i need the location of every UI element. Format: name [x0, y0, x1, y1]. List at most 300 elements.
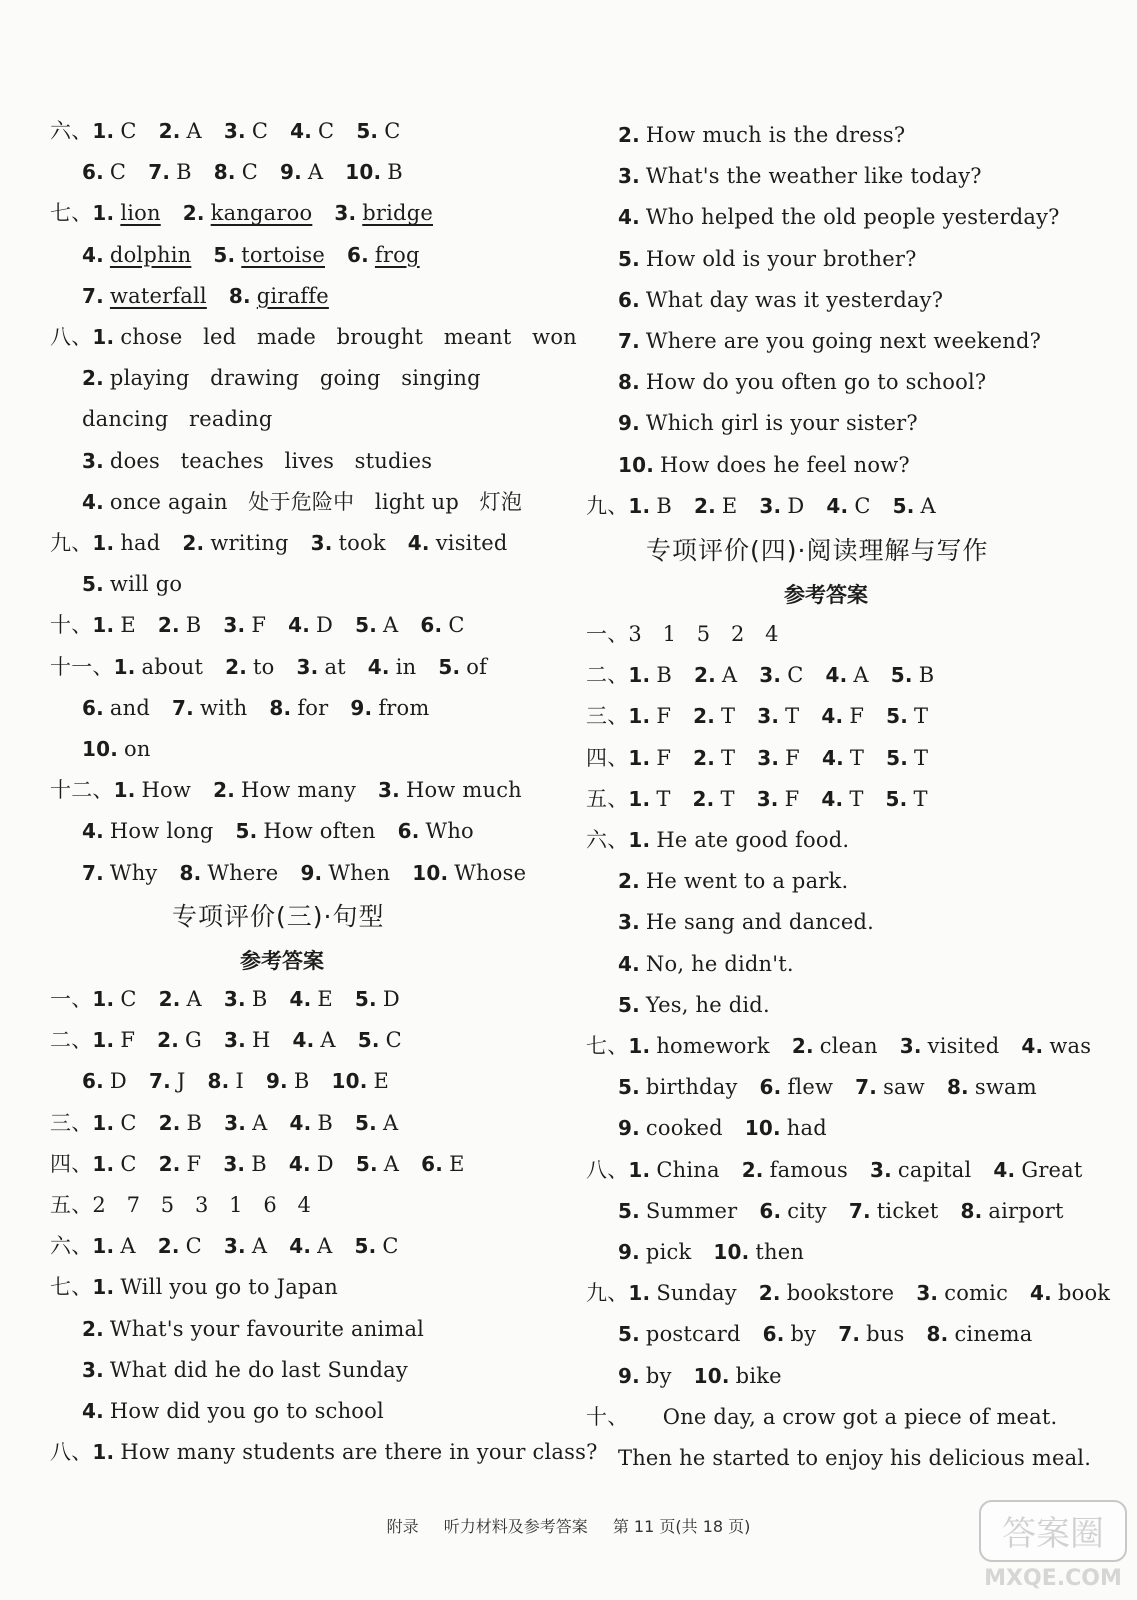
item-number: 7. — [148, 1069, 171, 1094]
answer-text: Where are you going next weekend? — [645, 329, 1042, 353]
answer-text: What's the weather like today? — [645, 164, 982, 189]
item-number: 1. — [628, 493, 651, 518]
answer-item — [358, 1025, 402, 1055]
answer-item — [82, 1355, 408, 1385]
answer-text: Great — [1021, 1157, 1083, 1182]
item-number: 1. — [628, 1157, 651, 1182]
answer-item — [148, 157, 192, 187]
answer-line — [586, 326, 1063, 356]
item-number: 7. — [148, 160, 171, 185]
answer-line — [50, 363, 503, 393]
question-number: 六、 — [50, 1234, 93, 1259]
answer-text: C — [120, 987, 137, 1011]
answer-line — [50, 984, 422, 1014]
answer-text: for — [297, 695, 329, 720]
answer-text: writing — [210, 531, 289, 555]
answer-item — [849, 1196, 939, 1226]
question-number: 二、 — [586, 663, 629, 688]
answer-text: book — [1057, 1281, 1111, 1306]
answer-item — [82, 487, 522, 517]
answer-line — [586, 491, 958, 521]
answer-item — [355, 984, 400, 1014]
item-number: 2. — [158, 987, 181, 1011]
answer-item — [618, 326, 1041, 356]
item-number: 9. — [265, 1069, 288, 1094]
answer-item — [82, 693, 150, 723]
answer-item — [288, 610, 333, 640]
item-number: 8. — [207, 1069, 230, 1094]
item-number: 2. — [791, 1034, 814, 1058]
answer-item — [82, 816, 213, 846]
answer-item — [280, 157, 323, 187]
item-number: 3. — [916, 1281, 939, 1306]
answer-item — [82, 240, 191, 270]
answer-item — [92, 116, 136, 146]
answer-item — [289, 1149, 334, 1179]
item-number: 5. — [618, 1198, 640, 1223]
item-number: 8. — [618, 370, 640, 395]
answer-item — [759, 1278, 895, 1308]
item-number: 3. — [756, 786, 779, 811]
answer-text: dancing reading — [82, 407, 273, 432]
answer-text: E — [120, 613, 136, 638]
answer-text: bookstore — [786, 1281, 895, 1306]
item-number: 4. — [618, 205, 640, 230]
answer-text: 3 1 5 2 4 — [628, 622, 779, 646]
answer-item — [618, 907, 874, 937]
item-number: 3. — [757, 704, 780, 729]
answer-text: on — [124, 737, 151, 761]
item-number: 9. — [618, 1240, 640, 1264]
item-number: 1. — [628, 1281, 651, 1306]
item-number: 4. — [82, 1399, 104, 1423]
answer-line — [586, 825, 871, 855]
answer-item — [213, 775, 356, 805]
item-number: 7. — [855, 1075, 878, 1100]
answer-item — [618, 367, 986, 397]
item-number: 5. — [438, 654, 461, 679]
answer-item — [825, 660, 868, 690]
answer-text: A — [186, 119, 202, 143]
answer-item — [159, 1108, 203, 1138]
item-number: 8. — [960, 1198, 983, 1223]
answer-text: One day, a crow got a piece of meat. — [628, 1404, 1058, 1429]
answer-line — [586, 907, 896, 937]
answer-item — [742, 1155, 848, 1185]
item-number: 3. — [223, 119, 246, 143]
question-number: 十、 — [50, 613, 93, 638]
answer-line — [586, 450, 932, 480]
answer-text: C — [448, 613, 465, 638]
answer-text: C — [318, 119, 335, 143]
item-number: 5. — [354, 1234, 377, 1259]
answer-item — [822, 743, 864, 773]
item-number: 4. — [821, 704, 844, 729]
answer-text: E — [721, 493, 738, 518]
answer-text: B — [656, 493, 672, 518]
answer-text: clean — [819, 1034, 878, 1058]
question-number: 十一、 — [50, 654, 114, 679]
answer-item — [745, 1113, 827, 1143]
question-number: 八、 — [50, 325, 93, 349]
answer-text: B — [918, 663, 935, 688]
answer-text: B — [185, 613, 202, 638]
answer-line — [50, 528, 530, 558]
item-number: 5. — [618, 246, 640, 271]
answer-item — [927, 1319, 1033, 1349]
answer-item — [355, 610, 398, 640]
answer-text: airport — [988, 1198, 1064, 1223]
answer-text: at — [324, 654, 346, 679]
answer-line — [50, 281, 351, 311]
answer-item — [618, 120, 905, 150]
item-number: 9. — [618, 1363, 640, 1388]
answer-text: with — [199, 695, 248, 720]
answer-text: about — [141, 654, 204, 679]
answer-line — [586, 743, 950, 773]
answer-text: China — [656, 1157, 720, 1182]
item-number: 1. — [628, 745, 651, 770]
section-subtitle: 参考答案 — [240, 949, 324, 973]
answer-item — [693, 743, 735, 773]
answer-item — [886, 701, 928, 731]
answer-item — [266, 1066, 310, 1096]
answer-item — [289, 1108, 333, 1138]
answer-item — [224, 984, 268, 1014]
watermark-bottom-text: MXQE.COM — [984, 1566, 1122, 1591]
answer-text: T — [914, 745, 929, 770]
answer-text: A — [320, 1028, 336, 1053]
answer-text: F — [120, 1028, 136, 1053]
answer-text: C — [120, 1151, 137, 1176]
answer-text: tortoise — [241, 242, 325, 267]
answer-item — [356, 116, 400, 146]
answer-item — [947, 1072, 1037, 1102]
item-number: 5. — [618, 1075, 640, 1100]
answer-text: famous — [769, 1157, 848, 1182]
answer-text: B — [176, 160, 192, 185]
answer-item — [763, 1319, 817, 1349]
answer-text: C — [109, 160, 127, 185]
item-number: 1. — [92, 531, 115, 555]
item-number: 4. — [82, 242, 104, 267]
answer-line — [50, 1066, 411, 1096]
item-number: 7. — [848, 1198, 871, 1223]
answer-line — [50, 322, 599, 352]
answer-item — [159, 1149, 202, 1179]
answer-item — [235, 816, 375, 846]
answer-item — [223, 610, 266, 640]
answer-text: What did he do last Sunday — [109, 1357, 408, 1382]
answer-item — [886, 743, 928, 773]
item-number: 3. — [618, 164, 640, 189]
answer-item — [347, 240, 420, 270]
item-number: 3. — [899, 1034, 922, 1058]
item-number: 1. — [628, 1034, 651, 1058]
footer-label: 附录 — [386, 1517, 419, 1536]
item-number: 1. — [92, 119, 115, 143]
item-number: 1. — [113, 778, 136, 803]
item-number: 5. — [886, 704, 909, 729]
item-number: 2. — [758, 1281, 781, 1306]
item-number: 4. — [367, 654, 390, 679]
item-number: 3. — [759, 493, 782, 518]
answer-line — [50, 610, 487, 640]
answer-text: postcard — [645, 1322, 741, 1347]
answer-line — [586, 161, 1004, 191]
answer-item — [628, 619, 778, 649]
answer-text: Which girl is your sister? — [645, 411, 918, 436]
answer-item — [618, 866, 848, 896]
item-number: 2. — [213, 778, 235, 803]
answer-text: homework — [656, 1034, 770, 1058]
answer-text: will go — [109, 572, 183, 597]
answer-item — [225, 652, 274, 682]
answer-text: B — [293, 1069, 310, 1094]
answer-item — [334, 198, 433, 228]
answer-item — [628, 491, 672, 521]
item-number: 2. — [182, 531, 205, 555]
item-number: 1. — [628, 704, 651, 729]
answer-text: A — [120, 1234, 136, 1259]
item-number: 6. — [421, 1151, 444, 1176]
answer-item — [378, 775, 522, 805]
item-number: 4. — [407, 531, 430, 555]
answer-text: C — [854, 493, 871, 518]
answer-item — [92, 1190, 311, 1220]
answer-item — [300, 858, 390, 888]
answer-text: What's your favourite animal — [109, 1316, 425, 1341]
item-number: 4. — [288, 613, 311, 638]
answer-item — [618, 450, 910, 480]
answer-item — [438, 652, 487, 682]
item-number: 9. — [618, 411, 640, 436]
answer-item — [223, 1149, 267, 1179]
question-number: 一、 — [586, 622, 629, 646]
item-number: 10. — [744, 1116, 781, 1141]
answer-item — [628, 825, 849, 855]
answer-item — [838, 1319, 904, 1349]
item-number: 3. — [378, 778, 400, 803]
item-number: 3. — [296, 654, 319, 679]
answer-item — [92, 1231, 135, 1261]
question-number: 四、 — [50, 1151, 93, 1176]
question-number: 一、 — [50, 987, 93, 1011]
answer-text: G — [185, 1028, 203, 1053]
answer-item — [114, 652, 204, 682]
answer-text: 2 7 5 3 1 6 4 — [92, 1193, 312, 1217]
answer-text: A — [186, 987, 202, 1011]
item-number: 8. — [213, 160, 236, 185]
section-title: 专项评价(四)·阅读理解与写作 — [646, 536, 989, 565]
answer-text: giraffe — [256, 283, 329, 308]
item-number: 1. — [92, 201, 115, 226]
answer-text: Why — [109, 860, 158, 885]
answer-text: then — [755, 1240, 805, 1264]
answer-item — [618, 408, 918, 438]
item-number: 2. — [157, 613, 180, 638]
item-number: 3. — [334, 201, 357, 226]
answer-text: was — [1049, 1034, 1092, 1058]
watermark-top-text: 答案圈 — [1002, 1514, 1104, 1554]
answer-item — [355, 1231, 399, 1261]
question-number: 八、 — [586, 1157, 629, 1182]
answer-line — [50, 1190, 333, 1220]
item-number: 9. — [350, 695, 373, 720]
answer-text: How many — [241, 778, 357, 803]
item-number: 2. — [158, 119, 181, 143]
answer-text: visited — [435, 531, 508, 555]
item-number: 2. — [82, 366, 104, 391]
answer-item — [628, 743, 671, 773]
question-number: 七、 — [50, 1275, 93, 1300]
item-number: 6. — [82, 1069, 104, 1094]
question-number: 三、 — [586, 704, 629, 729]
item-number: 2. — [693, 704, 716, 729]
answer-text: E — [317, 987, 333, 1011]
item-number: 3. — [223, 613, 246, 638]
answer-line — [50, 116, 423, 146]
answer-text: J — [176, 1069, 186, 1094]
item-number: 4. — [821, 745, 844, 770]
answer-item — [82, 569, 182, 599]
item-number: 6. — [759, 1198, 782, 1223]
answer-text: C — [384, 119, 401, 143]
answer-text: D — [109, 1069, 127, 1094]
answer-text: E — [449, 1151, 465, 1176]
item-number: 4. — [826, 493, 849, 518]
item-number: 4. — [993, 1157, 1016, 1182]
answer-item — [826, 491, 870, 521]
answer-line — [586, 619, 801, 649]
answer-line — [586, 1155, 1105, 1185]
item-number: 5. — [355, 613, 378, 638]
answer-item — [694, 660, 737, 690]
answer-item — [269, 693, 328, 723]
answer-text: comic — [944, 1281, 1009, 1306]
item-number: 10. — [713, 1240, 750, 1264]
answer-text: How — [141, 778, 192, 803]
answer-item — [82, 734, 151, 764]
answer-text: D — [316, 613, 334, 638]
answer-text: playing drawing going singing — [109, 366, 481, 391]
answer-item — [960, 1196, 1063, 1226]
item-number: 2. — [182, 201, 205, 226]
answer-item — [92, 1108, 136, 1138]
answer-line — [50, 816, 496, 846]
answer-item — [408, 528, 508, 558]
answer-text: D — [382, 987, 400, 1011]
answer-line — [50, 1231, 421, 1261]
answer-item — [900, 1031, 1000, 1061]
item-number: 10. — [412, 860, 449, 885]
answer-item — [224, 1231, 267, 1261]
answer-text: F — [849, 704, 865, 729]
answer-text: bike — [735, 1363, 782, 1388]
question-number: 九、 — [586, 493, 629, 518]
answer-text: I — [235, 1069, 244, 1094]
answer-item — [289, 1231, 332, 1261]
answer-line — [50, 157, 425, 187]
answer-item — [757, 701, 799, 731]
answer-text: F — [251, 613, 267, 638]
answer-line — [586, 1072, 1059, 1102]
answer-item — [618, 1113, 723, 1143]
item-number: 2. — [158, 1151, 181, 1176]
answer-item — [757, 743, 800, 773]
answer-item — [82, 858, 158, 888]
item-number: 4. — [82, 489, 104, 514]
item-number: 5. — [355, 1110, 377, 1135]
item-number: 5. — [354, 987, 377, 1011]
answer-item — [297, 652, 346, 682]
answer-item — [114, 775, 191, 805]
question-number: 六、 — [586, 828, 629, 852]
item-number: 1. — [628, 663, 651, 688]
answer-text: B — [317, 1110, 334, 1135]
answer-text: C — [251, 119, 269, 143]
answer-item — [412, 858, 526, 888]
answer-line — [586, 202, 1082, 232]
answer-text: C — [185, 1234, 202, 1259]
answer-line — [586, 408, 940, 438]
answer-text: Where — [207, 860, 279, 885]
item-number: 1. — [92, 1440, 115, 1465]
question-number: 六、 — [50, 119, 93, 143]
answer-text: How many students are there in your class? — [120, 1440, 598, 1465]
answer-text: had — [120, 531, 161, 555]
question-number: 二、 — [50, 1028, 93, 1053]
item-number: 3. — [757, 745, 780, 770]
answer-text: from — [378, 695, 430, 720]
answer-item — [870, 1155, 971, 1185]
answer-text: H — [251, 1028, 271, 1053]
answer-text: T — [721, 745, 736, 770]
answer-text: A — [317, 1234, 333, 1259]
answer-text: does teaches lives studies — [109, 448, 433, 473]
answer-item — [183, 198, 313, 228]
answer-text: He ate good food. — [656, 828, 850, 852]
item-number: 6. — [618, 287, 640, 312]
item-number: 10. — [618, 452, 655, 477]
answer-item — [159, 116, 202, 146]
answer-line — [50, 693, 451, 723]
answer-text: kangaroo — [210, 201, 313, 226]
item-number: 8. — [269, 695, 292, 720]
item-number: 3. — [82, 448, 104, 473]
answer-text: Who helped the old people yesterday? — [645, 205, 1060, 230]
answer-line — [586, 120, 927, 150]
answer-text: T — [913, 786, 928, 811]
answer-item — [158, 1231, 202, 1261]
item-number: 7. — [838, 1322, 861, 1347]
answer-item — [792, 1031, 878, 1061]
item-number: 3. — [759, 663, 782, 688]
item-number: 4. — [289, 1234, 312, 1259]
answer-text: B — [251, 987, 268, 1011]
answer-text: and — [109, 695, 151, 720]
item-number: 5. — [890, 663, 913, 688]
item-number: 2. — [741, 1157, 764, 1182]
answer-text: A — [920, 493, 936, 518]
item-number: 3. — [310, 531, 333, 555]
answer-line — [586, 367, 1008, 397]
answer-text: saw — [883, 1075, 925, 1100]
answer-item — [694, 491, 737, 521]
answer-line — [586, 990, 792, 1020]
answer-item — [292, 1025, 335, 1055]
answer-item — [628, 1155, 719, 1185]
